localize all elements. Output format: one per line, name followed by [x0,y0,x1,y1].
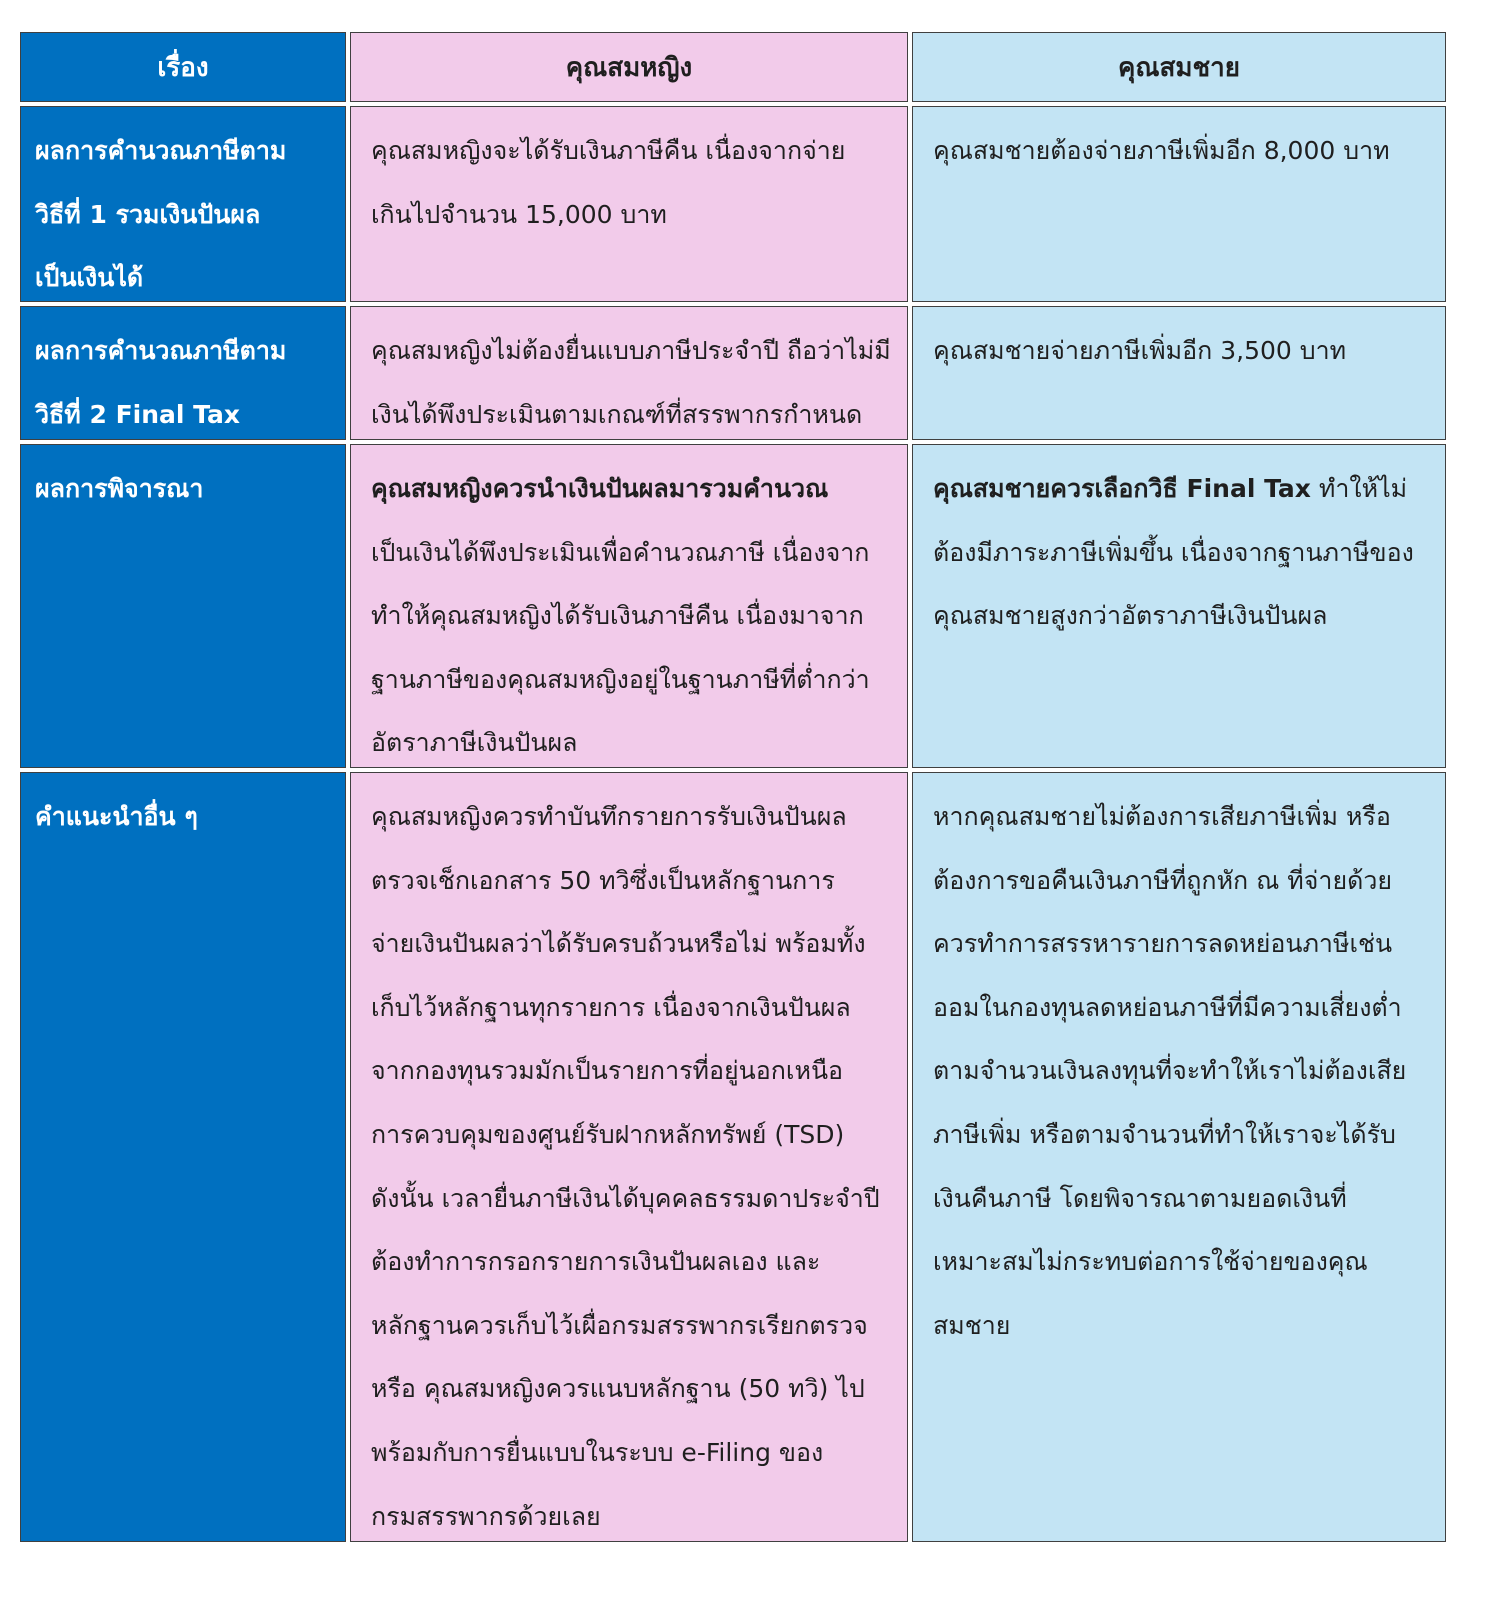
row3-male-bold: คุณสมชายควรเลือกวิธี Final Tax [933,474,1311,503]
row4-male-line: ควรทำการสรรหารายการลดหย่อนภาษีเช่น [933,929,1393,959]
row3-male [912,444,1446,768]
header-topic [20,32,346,102]
row4-female-line: ต้องทำการกรอกรายการเงินปันผลเอง และ [371,1247,821,1277]
header-female-label: คุณสมหญิง [565,52,693,83]
row3-male-line: ต้องมีภาระภาษีเพิ่มขึ้น เนื่องจากฐานภาษีของ [933,537,1414,567]
row3-female-line: อัตราภาษีเงินปันผล [371,728,578,758]
row4-female-line: หลักฐานควรเก็บไว้เผื่อกรมสรรพากรเรียกตรวจ [371,1310,868,1340]
row1-female [350,106,908,302]
row4-topic-line: คำแนะนำอื่น ๆ [35,802,198,831]
row4-female-line: เก็บไว้หลักฐานทุกรายการ เนื่องจากเงินปันผล [371,992,851,1022]
row4-female-line: ตรวจเช็กเอกสาร 50 ทวิซึ่งเป็นหลักฐานการ [371,865,835,895]
row2-topic [20,306,346,440]
row3-male-line: คุณสมชายสูงกว่าอัตราภาษีเงินปันผล [933,601,1328,631]
row1-topic [20,106,346,302]
row2-topic-line: วิธีที่ 2 Final Tax [35,399,240,429]
row2-female [350,306,908,440]
comparison-table [20,32,1478,1542]
row3-female-line: เป็นเงินได้พึงประเมินเพื่อคำนวณภาษี เนื่องจาก [371,537,870,567]
row4-topic [20,772,346,1542]
row3-male-first-line [933,457,1435,521]
row4-female-line: หรือ คุณสมหญิงควรแนบหลักฐาน (50 ทวิ) ไป [371,1374,865,1404]
row4-female-line: การควบคุมของศูนย์รับฝากหลักทรัพย์ (TSD) [371,1119,845,1149]
row4-male-line: สมชาย [933,1310,1011,1340]
row1-female-line: เกินไปจำนวน 15,000 บาท [371,199,667,229]
row4-male [912,772,1446,1542]
row4-female-line: จ่ายเงินปันผลว่าได้รับครบถ้วนหรือไม่ พร้อมทั้ง [371,929,866,959]
row3-female [350,444,908,768]
row3-female-bold-line: คุณสมหญิงควรนำเงินปันผลมารวมคำนวณ [371,474,829,503]
row2-female-line: เงินได้พึงประเมินตามเกณฑ์ที่สรรพากรกำหนด [371,399,863,429]
row3-topic [20,444,346,768]
row2-male [912,306,1446,440]
header-topic-label: เรื่อง [157,52,209,83]
row1-female-line: คุณสมหญิงจะได้รับเงินภาษีคืน เนื่องจากจ่าย [371,136,846,165]
row2-male-line: คุณสมชายจ่ายภาษีเพิ่มอีก 3,500 บาท [933,336,1347,365]
row4-female-line: กรมสรรพากรด้วยเลย [371,1501,601,1531]
row2-female-line: คุณสมหญิงไม่ต้องยื่นแบบภาษีประจำปี ถือว่าไม่มี [371,336,891,365]
row1-male [912,106,1446,302]
header-male-label: คุณสมชาย [1117,52,1240,83]
row4-male-line: เงินคืนภาษี โดยพิจารณาตามยอดเงินที่ [933,1183,1347,1213]
row4-female-line: คุณสมหญิงควรทำบันทึกรายการรับเงินปันผล [371,802,847,831]
header-male [912,32,1446,102]
row4-male-line: เหมาะสมไม่กระทบต่อการใช้จ่ายของคุณ [933,1247,1368,1277]
row4-male-line: ต้องการขอคืนเงินภาษีที่ถูกหัก ณ ที่จ่ายด้วย [933,865,1393,895]
row3-topic-line: ผลการพิจารณา [35,474,204,503]
row4-male-line: ออมในกองทุนลดหย่อนภาษีที่มีความเสี่ยงต่ำ [933,992,1402,1022]
row4-female-line: จากกองทุนรวมมักเป็นรายการที่อยู่นอกเหนือ [371,1056,844,1086]
row3-female-line: ทำให้คุณสมหญิงได้รับเงินภาษีคืน เนื่องมาจาก [371,601,864,631]
row4-male-line: ภาษีเพิ่ม หรือตามจำนวนที่ทำให้เราจะได้รับ [933,1119,1396,1149]
header-female [350,32,908,102]
row4-female-line: พร้อมกับการยื่นแบบในระบบ e-Filing ของ [371,1437,824,1467]
row1-male-line: คุณสมชายต้องจ่ายภาษีเพิ่มอีก 8,000 บาท [933,136,1390,165]
row2-topic-line: ผลการคำนวณภาษีตาม [35,336,287,365]
row1-topic-line: เป็นเงินได้ [35,263,144,293]
row4-female-line: ดังนั้น เวลายื่นภาษีเงินได้บุคคลธรรมดาประจำปี [371,1183,880,1213]
row1-topic-line: วิธีที่ 1 รวมเงินปันผล [35,199,261,229]
row4-female [350,772,908,1542]
row4-male-line: หากคุณสมชายไม่ต้องการเสียภาษีเพิ่ม หรือ [933,802,1391,831]
row1-topic-line: ผลการคำนวณภาษีตาม [35,136,287,165]
row4-male-line: ตามจำนวนเงินลงทุนที่จะทำให้เราไม่ต้องเสีย [933,1056,1407,1086]
row3-male-first-rest: ทำให้ไม่ [1310,474,1408,503]
row3-female-line: ฐานภาษีของคุณสมหญิงอยู่ในฐานภาษีที่ต่ำกว่า [371,664,870,694]
